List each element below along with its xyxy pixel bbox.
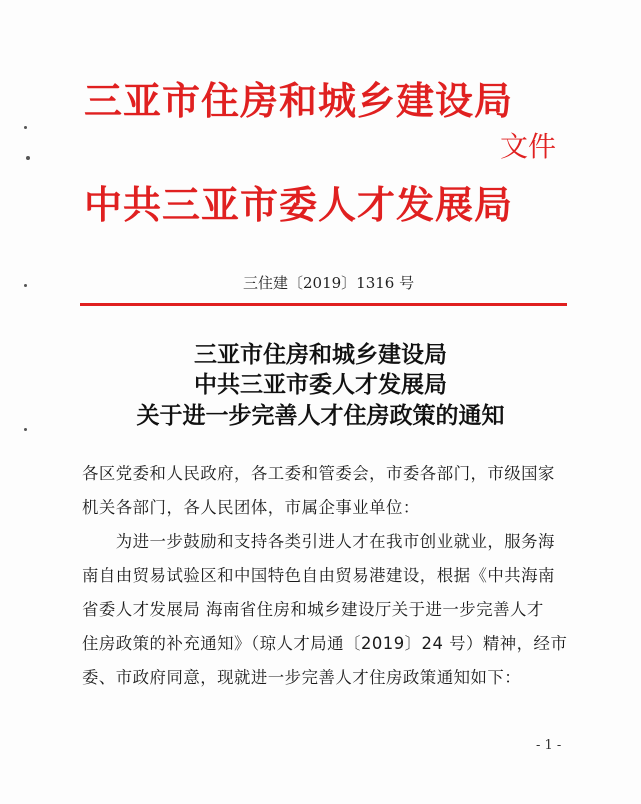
body-text-line: 委、市政府同意，现就进一步完善人才住房政策通知如下：	[82, 668, 522, 687]
scan-speck	[24, 428, 27, 431]
notice-title-line-2: 中共三亚市委人才发展局	[194, 371, 447, 398]
body-text-line: 住房政策的补充通知》（琼人才局通〔2019〕24 号）精神，经市	[82, 634, 568, 653]
body-text-line: 省委人才发展局 海南省住房和城乡建设厅关于进一步完善人才	[82, 600, 544, 619]
document-number: 三住建〔2019〕1316 号	[243, 274, 415, 292]
body-text-line: 机关各部门，各人民团体，市属企事业单位：	[82, 498, 420, 517]
issuer-name-talent-bureau: 中共三亚市委人才发展局	[84, 182, 514, 227]
scan-speck	[24, 284, 27, 287]
page-number: - 1 -	[536, 738, 562, 753]
notice-title-line-3: 关于进一步完善人才住房政策的通知	[136, 402, 505, 429]
scan-speck	[24, 126, 27, 129]
scan-speck	[26, 156, 30, 160]
body-text-line: 南自由贸易试验区和中国特色自由贸易港建设，根据《中共海南	[82, 566, 555, 585]
red-divider-line	[80, 303, 567, 306]
body-text-line: 各区党委和人民政府，各工委和管委会，市委各部门，市级国家	[82, 464, 555, 483]
notice-title-line-1: 三亚市住房和城乡建设局	[194, 341, 447, 368]
issuer-name-housing-bureau: 三亚市住房和城乡建设局	[84, 78, 514, 123]
body-text-line: 为进一步鼓励和支持各类引进人才在我市创业就业，服务海	[82, 532, 555, 551]
document-type-label: 文件	[500, 130, 557, 163]
